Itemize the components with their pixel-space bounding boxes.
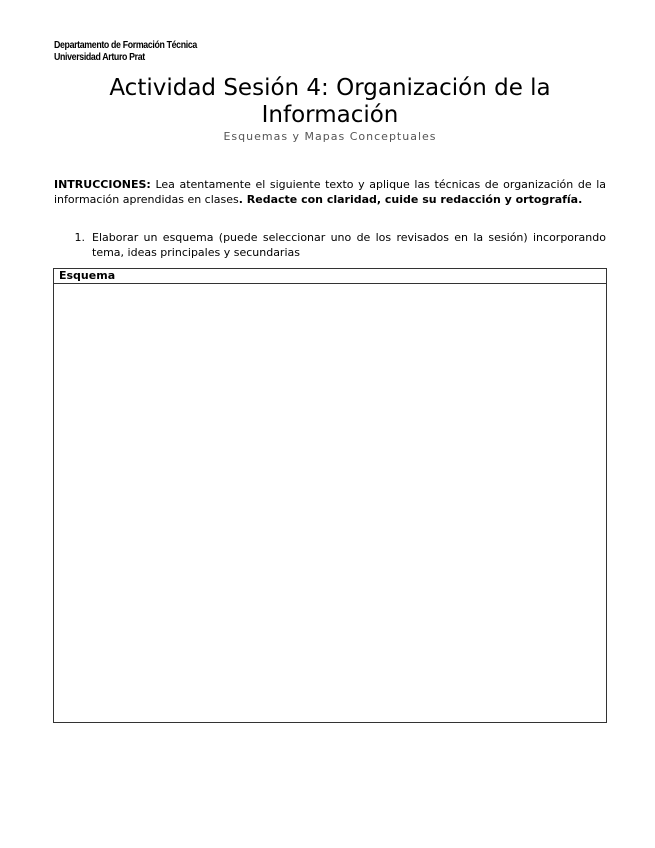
university-name: Universidad Arturo Prat — [54, 52, 145, 63]
instructions-emphasis: Redacte con claridad, cuide su redacción y ortografía. — [242, 193, 583, 206]
instructions-label: INTRUCCIONES: — [54, 178, 151, 191]
title-line-1: Actividad Sesión 4: Organización de la — [109, 75, 551, 101]
department-name: Departamento de Formación Técnica — [54, 40, 197, 51]
list-item — [54, 230, 606, 260]
document-title — [54, 75, 606, 129]
institution-header — [54, 40, 197, 64]
esquema-answer-area[interactable] — [54, 284, 606, 722]
document-subtitle: Esquemas y Mapas Conceptuales — [223, 130, 437, 143]
esquema-box-header: Esquema — [54, 269, 606, 284]
instructions-text: Lea atentamente el siguiente texto y aplique las técnicas de organización de la información aprendidas en clases — [54, 178, 606, 206]
list-item-number: 1. — [74, 231, 85, 244]
title-line-2: Información — [261, 102, 399, 128]
list-item-text: Elaborar un esquema (puede seleccionar uno de los revisados en la sesión) incorporando tema, ideas principales y secundarias — [92, 231, 606, 259]
esquema-answer-box — [53, 268, 607, 723]
instructions-paragraph — [54, 177, 606, 207]
task-list — [54, 230, 606, 260]
instructions-period: . — [238, 193, 243, 206]
